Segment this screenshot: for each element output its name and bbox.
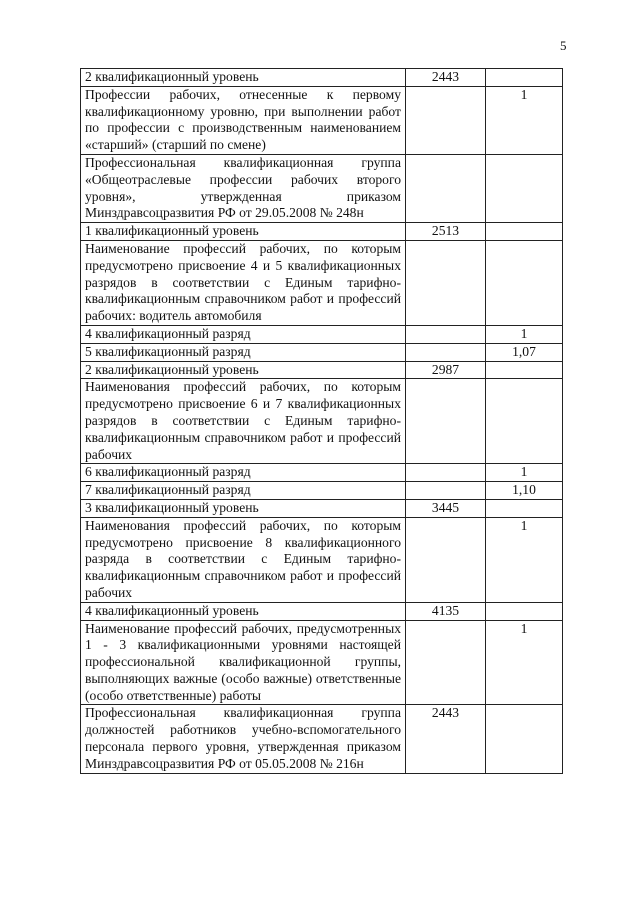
- row-salary: 4135: [406, 602, 486, 620]
- row-coefficient: 1,07: [486, 343, 563, 361]
- row-label: Профессии рабочих, отнесенные к первому квалификационному уровню, при выполнении работ по профессии с производственным наименованием «старший» (старший по смене): [81, 86, 406, 154]
- row-coefficient: [486, 223, 563, 241]
- table-row: [81, 620, 563, 705]
- row-salary: [406, 620, 486, 705]
- table-row: [81, 379, 563, 464]
- row-label: Профессиональная квалификационная группа «Общеотраслевые профессии рабочих второго уровня», утвержденная приказом Минздравсоцразвития РФ от 29.05.2008 № 248н: [81, 154, 406, 222]
- table-row: [81, 240, 563, 325]
- row-label: Профессиональная квалификационная группа должностей работников учебно-вспомогательного персонала первого уровня, утвержденная приказом Минздравсоцразвития РФ от 05.05.2008 № 216н: [81, 705, 406, 773]
- row-salary: [406, 482, 486, 500]
- row-salary: [406, 240, 486, 325]
- row-coefficient: 1,10: [486, 482, 563, 500]
- row-salary: [406, 517, 486, 602]
- table-row: [81, 223, 563, 241]
- table-row: [81, 69, 563, 87]
- row-salary: [406, 464, 486, 482]
- table-row: [81, 705, 563, 773]
- table-row: [81, 517, 563, 602]
- row-label: 1 квалификационный уровень: [81, 223, 406, 241]
- row-coefficient: [486, 69, 563, 87]
- table-row: [81, 325, 563, 343]
- row-label: Наименование профессий рабочих, по которым предусмотрено присвоение 4 и 5 квалификационных разрядов в соответствии с Единым тарифно-квалификационным справочником работ и профессий рабочих: водитель автомобиля: [81, 240, 406, 325]
- row-label: 2 квалификационный уровень: [81, 361, 406, 379]
- row-label: Наименования профессий рабочих, по которым предусмотрено присвоение 8 квалификационного разряда в соответствии с Единым тарифно-квалификационным справочником работ и профессий рабочих: [81, 517, 406, 602]
- row-label: Наименование профессий рабочих, предусмотренных 1 - 3 квалификационными уровнями настоящей профессиональной квалификационной группы, выполняющих важные (особо важные) ответственные (особо ответственные) работы: [81, 620, 406, 705]
- row-salary: [406, 86, 486, 154]
- row-coefficient: 1: [486, 325, 563, 343]
- row-coefficient: 1: [486, 517, 563, 602]
- row-salary: 2513: [406, 223, 486, 241]
- row-label: 3 квалификационный уровень: [81, 499, 406, 517]
- table-row: [81, 86, 563, 154]
- row-label: 2 квалификационный уровень: [81, 69, 406, 87]
- row-coefficient: [486, 361, 563, 379]
- table-row: [81, 499, 563, 517]
- table-row: [81, 343, 563, 361]
- row-coefficient: [486, 705, 563, 773]
- row-salary: 2987: [406, 361, 486, 379]
- row-salary: 2443: [406, 705, 486, 773]
- row-coefficient: 1: [486, 86, 563, 154]
- row-label: Наименования профессий рабочих, по которым предусмотрено присвоение 6 и 7 квалификационных разрядов в соответствии с Единым тарифно-квалификационным справочником работ и профессий рабочих: [81, 379, 406, 464]
- row-salary: [406, 379, 486, 464]
- row-salary: [406, 325, 486, 343]
- table-row: [81, 482, 563, 500]
- row-salary: 3445: [406, 499, 486, 517]
- table-row: [81, 602, 563, 620]
- row-label: 4 квалификационный уровень: [81, 602, 406, 620]
- row-salary: 2443: [406, 69, 486, 87]
- table-row: [81, 361, 563, 379]
- row-coefficient: 1: [486, 464, 563, 482]
- row-coefficient: [486, 154, 563, 222]
- row-coefficient: [486, 499, 563, 517]
- table-row: [81, 464, 563, 482]
- row-label: 6 квалификационный разряд: [81, 464, 406, 482]
- row-salary: [406, 154, 486, 222]
- row-label: 4 квалификационный разряд: [81, 325, 406, 343]
- row-label: 5 квалификационный разряд: [81, 343, 406, 361]
- row-label: 7 квалификационный разряд: [81, 482, 406, 500]
- row-coefficient: 1: [486, 620, 563, 705]
- row-coefficient: [486, 240, 563, 325]
- row-coefficient: [486, 602, 563, 620]
- row-salary: [406, 343, 486, 361]
- salary-table: [80, 68, 563, 774]
- row-coefficient: [486, 379, 563, 464]
- table-row: [81, 154, 563, 222]
- page-number: 5: [560, 38, 567, 53]
